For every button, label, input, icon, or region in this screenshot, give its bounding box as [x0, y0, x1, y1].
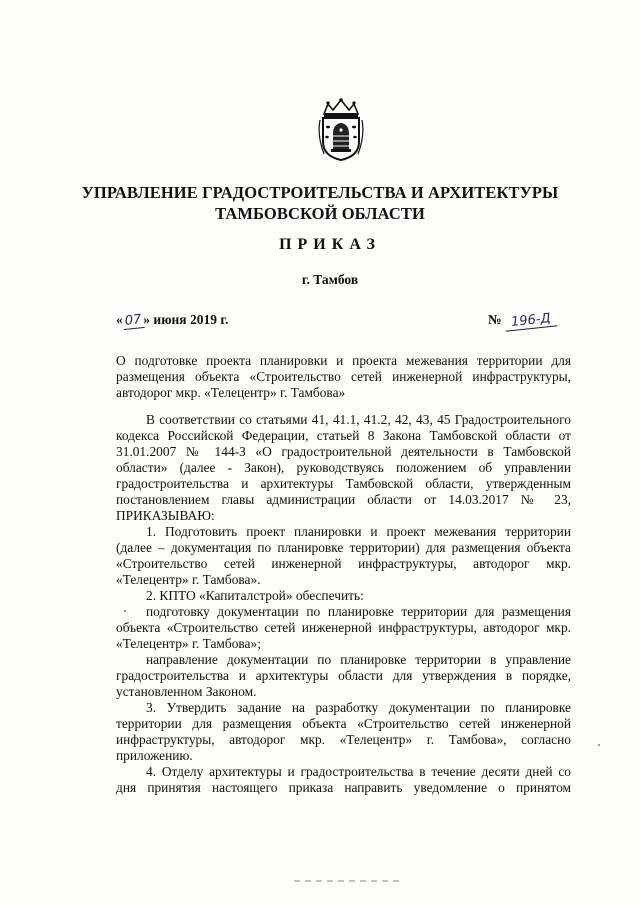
date-month-year: июня 2019 г. [150, 312, 229, 327]
document-number [488, 312, 557, 329]
date-day-handwritten: 07 [122, 313, 144, 330]
clause-2-paragraph: 2. КПТО «Капиталстрой» обеспечить: [146, 588, 364, 603]
scan-artifact-line [294, 880, 404, 882]
document-type: ПРИКАЗ [279, 236, 381, 253]
document-date [116, 312, 228, 329]
clause-2-item-2-paragraph: направление документации по планировке территории в управление градостроительства и архитектуры области для утверждения в порядке, установленном Законом. [116, 652, 571, 699]
organization-line-1: УПРАВЛЕНИЕ ГРАДОСТРОИТЕЛЬСТВА И АРХИТЕКТУРЫ [81, 183, 559, 202]
document-body [116, 412, 571, 796]
clause-2-item-1-paragraph: подготовку документации по планировке территории для размещения объекта «Строительство сетей инженерной инфраструктуры, автодорог мкр. «Телецентр» г. Тамбова»; [116, 604, 571, 651]
number-value-handwritten: 196-Д [504, 311, 557, 331]
scan-speck [598, 744, 600, 746]
organization-name [60, 182, 580, 224]
number-label: № [488, 312, 502, 327]
clause-3-paragraph: 3. Утвердить задание на разработку документации по планировке территории для размещения объекта «Строительство сетей инженерной инфраструктуры, автодорог мкр. «Телецентр» г. Тамбова», согласно приложению. [116, 700, 571, 763]
organization-line-2: ТАМБОВСКОЙ ОБЛАСТИ [215, 204, 425, 223]
city-name: г. Тамбов [301, 272, 359, 287]
date-open-quote: « [116, 312, 123, 327]
scan-speck [124, 610, 126, 612]
document-title: О подготовке проекта планировки и проекта межевания территории для размещения объекта «Строительство сетей инженерной инфраструктуры, автодорог мкр. «Телецентр» г. Тамбова» [116, 353, 571, 400]
date-close-quote: » [143, 312, 151, 327]
preamble-paragraph: В соответствии со статьями 41, 41.1, 41.2, 42, 43, 45 Градостроительного кодекса Российской Федерации, статьей 8 Закона Тамбовской области от 31.01.2007 № 144-З «О градостроительной деятельности в Тамбовской области» (далее - Закон), руководствуясь положением об управлении градостроительства и архитектуры Тамбовской области, утвержденным постановлением главы администрации области от 14.03.2017 № 23, ПРИКАЗЫВАЮ: [116, 412, 571, 523]
clause-1-paragraph: 1. Подготовить проект планировки и проект межевания территории (далее – документация по планировке территории) для размещения объекта «Строительство сетей инженерной инфраструктуры, автодорог мкр. «Телецентр» г. Тамбова». [116, 524, 571, 587]
clause-4-paragraph: 4. Отделу архитектуры и градостроительства в течение десяти дней со дня принятия настоящего приказа направить уведомление о принятом [116, 764, 571, 795]
tambov-coat-of-arms-icon [316, 98, 366, 162]
